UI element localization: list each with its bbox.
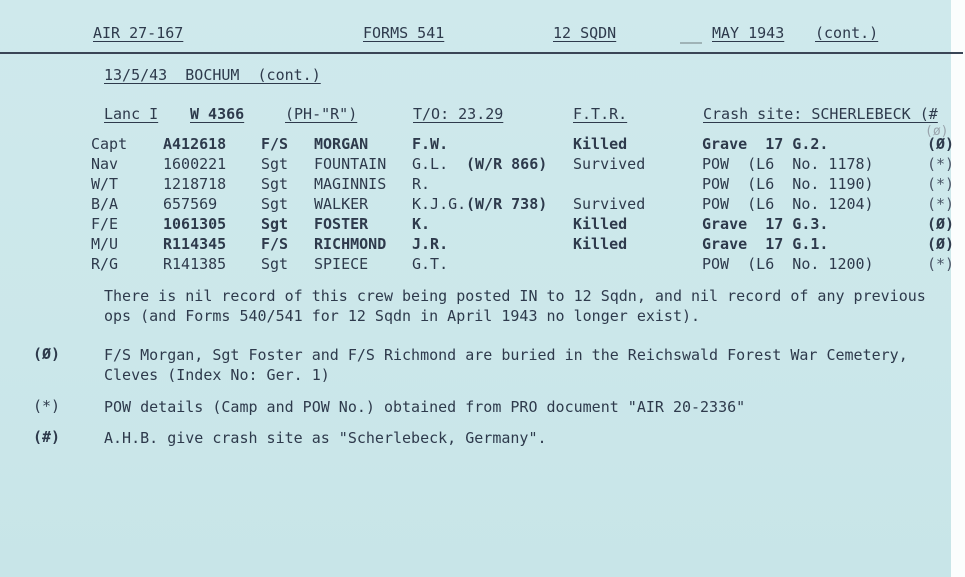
crew-rank: F/S	[261, 135, 289, 153]
crew-fate: POW (L6 No. 1190)	[702, 175, 874, 193]
page-edge	[951, 0, 965, 577]
crew-rank: Sgt	[261, 255, 289, 273]
crew-fate: Grave 17 G.3.	[702, 215, 829, 233]
crew-row	[91, 215, 963, 235]
crew-role: W/T	[91, 175, 119, 193]
crew-row	[91, 175, 963, 195]
header-month: MAY 1943	[712, 24, 785, 42]
crew-ref-mark: (Ø)	[927, 135, 955, 153]
crew-initials: K.	[412, 215, 431, 233]
crew-initials: R.	[412, 175, 431, 193]
crew-row	[91, 155, 963, 175]
crew-ref-mark: (*)	[927, 175, 955, 193]
crew-role: Capt	[91, 135, 128, 153]
crew-initials: G.L.	[412, 155, 449, 173]
crew-role: R/G	[91, 255, 119, 273]
aircraft-code: (PH-"R")	[285, 105, 358, 123]
crew-ref-mark: (Ø)	[927, 215, 955, 233]
faint-ref-mark: (ø)	[925, 124, 949, 139]
crew-initials: G.T.	[412, 255, 449, 273]
crew-surname: RICHMOND	[314, 235, 387, 253]
crew-rank: Sgt	[261, 195, 289, 213]
crew-remark: There is nil record of this crew being posted IN to 12 Sqdn, and nil record of any previous ops (and Forms 540/541 for 12 Sqdn in April 1943 no longer exist).	[104, 287, 926, 325]
takeoff-time: T/O: 23.29	[413, 105, 504, 123]
crew-wr-number: (W/R 866)	[466, 155, 548, 173]
crew-fate: Grave 17 G.2.	[702, 135, 829, 153]
crew-service-number: 1600221	[163, 155, 227, 173]
aircraft-type: Lanc I	[104, 105, 159, 123]
crew-row	[91, 235, 963, 255]
crew-ref-mark: (*)	[927, 195, 955, 213]
crew-role: Nav	[91, 155, 119, 173]
crew-initials: F.W.	[412, 135, 449, 153]
header-rule	[0, 52, 963, 54]
crash-site: Crash site: SCHERLEBECK (#	[703, 105, 938, 123]
note-mark-pow: (*)	[33, 397, 61, 415]
note-burial: F/S Morgan, Sgt Foster and F/S Richmond are buried in the Reichswald Forest War Cemetery, Cleves (Index No: Ger. 1)	[104, 346, 908, 384]
note-mark-burial: (Ø)	[33, 345, 61, 363]
crew-status: Killed	[573, 235, 628, 253]
crew-surname: WALKER	[314, 195, 369, 213]
crew-surname: FOUNTAIN	[314, 155, 387, 173]
note-mark-crash: (#)	[33, 428, 61, 446]
ftr-label: F.T.R.	[573, 105, 628, 123]
note-crash: A.H.B. give crash site as "Scherlebeck, Germany".	[104, 429, 547, 447]
crew-status: Killed	[573, 215, 628, 233]
crew-initials: J.R.	[412, 235, 449, 253]
crew-fate: POW (L6 No. 1204)	[702, 195, 874, 213]
note-pow: POW details (Camp and POW No.) obtained from PRO document "AIR 20-2336"	[104, 398, 746, 416]
crew-service-number: R141385	[163, 255, 227, 273]
crew-status: Survived	[573, 155, 646, 173]
aircraft-serial: W 4366	[190, 105, 245, 123]
crew-rank: Sgt	[261, 155, 289, 173]
crew-surname: MORGAN	[314, 135, 369, 153]
crew-fate: POW (L6 No. 1200)	[702, 255, 874, 273]
crew-ref-mark: (*)	[927, 255, 955, 273]
crew-service-number: 657569	[163, 195, 218, 213]
crew-role: B/A	[91, 195, 119, 213]
crew-service-number: 1061305	[163, 215, 227, 233]
crew-rank: Sgt	[261, 215, 289, 233]
crew-status: Killed	[573, 135, 628, 153]
header-cont: (cont.)	[815, 24, 879, 42]
crew-service-number: 1218718	[163, 175, 227, 193]
header-sqdn: 12 SQDN	[553, 24, 617, 42]
crew-wr-number: (W/R 738)	[466, 195, 548, 213]
header-ref: AIR 27-167	[93, 24, 184, 42]
crew-service-number: R114345	[163, 235, 227, 253]
ink-smudge	[680, 42, 702, 44]
crew-status: Survived	[573, 195, 646, 213]
sortie-date-target: 13/5/43 BOCHUM (cont.)	[104, 66, 321, 84]
crew-role: F/E	[91, 215, 119, 233]
crew-initials: K.J.G.	[412, 195, 467, 213]
crew-rank: F/S	[261, 235, 289, 253]
crew-fate: POW (L6 No. 1178)	[702, 155, 874, 173]
crew-role: M/U	[91, 235, 119, 253]
crew-ref-mark: (Ø)	[927, 235, 955, 253]
crew-service-number: A412618	[163, 135, 227, 153]
crew-row	[91, 255, 963, 275]
crew-surname: SPIECE	[314, 255, 369, 273]
crew-ref-mark: (*)	[927, 155, 955, 173]
crew-fate: Grave 17 G.1.	[702, 235, 829, 253]
crew-row	[91, 195, 963, 215]
crew-surname: MAGINNIS	[314, 175, 387, 193]
header-forms: FORMS 541	[363, 24, 445, 42]
crew-rank: Sgt	[261, 175, 289, 193]
crew-row	[91, 135, 963, 155]
crew-surname: FOSTER	[314, 215, 369, 233]
